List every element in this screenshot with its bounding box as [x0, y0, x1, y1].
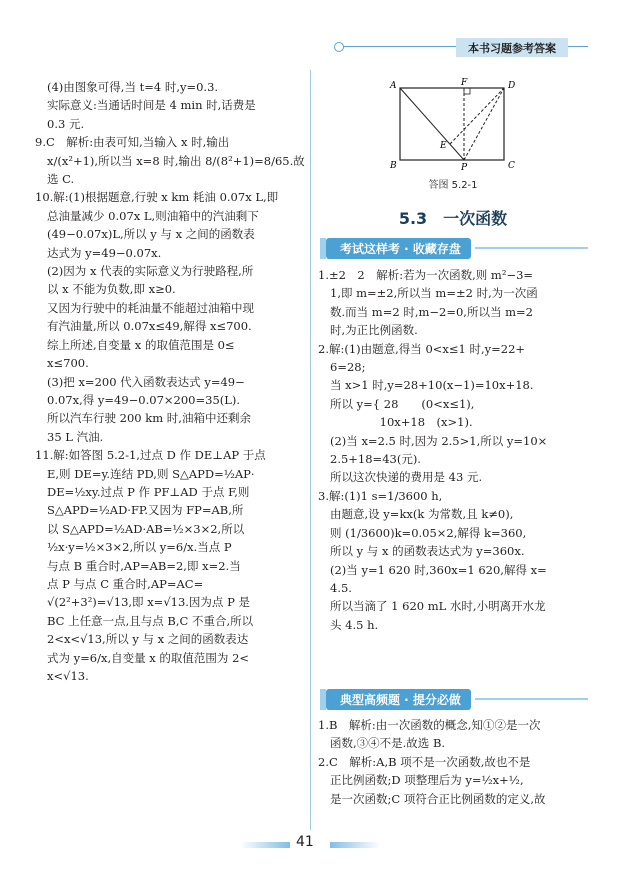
text-line: 式为 y=6/x,自变量 x 的取值范围为 2< [47, 650, 250, 665]
text-line: 与点 B 重合时,AP=AB=2,即 x=2.当 [47, 558, 241, 573]
text-line: 以 x 不能为负数,即 x≥0. [47, 282, 176, 297]
text-line: 10x+18 (x>1). [330, 415, 473, 430]
label-A: A [390, 81, 397, 91]
banner-label: 考试这样考 · 收藏存盘 [326, 238, 471, 259]
text-line: 所以这次快递的费用是 43 元. [330, 470, 483, 485]
text-line: 函数,③④不是.故选 B. [330, 736, 446, 751]
answer-3: 3.解:(1)1 s=1/3600 h, [318, 488, 443, 503]
label-F: F [461, 78, 468, 88]
right-column-top [318, 266, 588, 634]
text-line: 0.07x,得 y=49−0.07×200=35(L). [47, 392, 241, 407]
text-line: 所以当滴了 1 620 mL 水时,小明离开水龙 [330, 599, 546, 614]
column-divider [310, 70, 311, 830]
right-column-bottom [318, 716, 588, 808]
text-line: 有汽油量,所以 0.07x≤49,解得 x≤700. [47, 319, 252, 334]
answer-9: 9.C 解析:由表可知,当输入 x 时,输出 [35, 135, 230, 150]
text-line: √(2²+3²)=√13,即 x=√13.因为点 P 是 [47, 595, 250, 610]
text-line: E,则 DE=y.连结 PD,则 S△APD=½AP· [47, 466, 255, 481]
answer-2b: 2.C 解析:A,B 项不是一次函数,故也不是 [318, 754, 531, 769]
text-line: BC 上任意一点,且与点 B,C 不重合,所以 [47, 613, 254, 628]
text-line: 又因为行驶中的耗油量不能超过油箱中现 [47, 300, 254, 315]
text-line: x<√13. [47, 669, 89, 683]
label-B: B [390, 161, 397, 170]
text-line: 0.3 元. [47, 116, 85, 131]
text-line: 则 (1/3600)k=0.05×2,解得 k=360, [330, 525, 527, 540]
banner-label: 典型高频题 · 提分必做 [326, 689, 471, 710]
text-line: DE=½xy.过点 P 作 PF⊥AD 于点 F,则 [47, 484, 250, 499]
text-line: x/(x²+1),所以当 x=8 时,输出 8/(8²+1)=8/65.故 [47, 153, 305, 168]
text-line: (49−0.07x)L,所以 y 与 x 之间的函数表 [47, 227, 255, 242]
label-P: P [461, 163, 468, 170]
answer-2: 2.解:(1)由题意,得当 0<x≤1 时,y=22+ [318, 341, 526, 356]
text-line: 35 L 汽油. [47, 429, 104, 444]
text-line: 2.5+18=43(元). [330, 452, 421, 467]
text-line: 是一次函数;C 项符合正比例函数的定义,故 [330, 791, 546, 806]
text-line: 当 x>1 时,y=28+10(x−1)=10x+18. [330, 378, 534, 393]
text-line: 选 C. [47, 172, 75, 187]
answer-1b: 1.B 解析:由一次函数的概念,知①②是一次 [318, 718, 541, 732]
label-E: E [440, 141, 447, 151]
text-line: 由题意,设 y=kx(k 为常数,且 k≠0), [330, 507, 514, 522]
text-line: 1,即 m=±2,所以当 m=±2 时,为一次函 [330, 286, 538, 301]
text-line: S△APD=½AD·FP.又因为 FP=AB,所 [47, 503, 244, 518]
geometry-figure [384, 76, 524, 170]
text-line: 正比例函数;D 项整理后为 y=½x+½, [330, 773, 524, 788]
answer-11: 11.解:如答图 5.2-1,过点 D 作 DE⊥AP 于点 [35, 448, 266, 463]
section-title: 5.3 一次函数 [398, 209, 508, 228]
text-line: 6=28; [330, 360, 366, 375]
answer-1: 1.±2 2 解析:若为一次函数,则 m²−3= [318, 268, 534, 282]
page-number: 41 [296, 834, 314, 850]
header-dot [334, 42, 344, 52]
banner-rule [475, 698, 588, 700]
footer-decoration-left [240, 842, 290, 848]
text-line: (3)把 x=200 代入函数表达式 y=49− [47, 374, 245, 389]
answer-10: 10.解:(1)根据题意,行驶 x km 耗油 0.07x L,即 [35, 190, 279, 205]
text-line: 总油量减少 0.07x L,则油箱中的汽油剩下 [47, 208, 259, 223]
text-line: 点 P 与点 C 重合时,AP=AC= [47, 576, 204, 591]
footer-decoration-right [330, 842, 380, 848]
text-line: 所以 y 与 x 的函数表达式为 y=360x. [330, 544, 525, 559]
text-line: ½x·y=½×3×2,所以 y=6/x.当点 P [47, 540, 232, 555]
text-line: 4.5. [330, 580, 352, 595]
label-D: D [508, 81, 516, 91]
text-line: (2)当 x=2.5 时,因为 2.5>1,所以 y=10× [330, 433, 548, 448]
header-title: 本书习题参考答案 [456, 38, 568, 57]
text-line: x≤700. [47, 356, 89, 371]
text-line: 头 4.5 h. [330, 617, 379, 632]
text-line: 以 S△APD=½AD·AB=½×3×2,所以 [47, 521, 245, 536]
text-line: 所以汽车行驶 200 km 时,油箱中还剩余 [47, 411, 251, 426]
banner-rule [475, 247, 588, 249]
text-line: 综上所述,自变量 x 的取值范围是 0≤ [47, 337, 235, 352]
text-line: 2<x<√13,所以 y 与 x 之间的函数表达 [47, 632, 249, 647]
section-banner-2 [326, 689, 588, 709]
text-line: 数.而当 m=2 时,m−2=0,所以当 m=2 [330, 304, 533, 319]
figure-caption: 答图 5.2-1 [428, 180, 478, 191]
text-line: 达式为 y=49−0.07x. [47, 245, 162, 260]
text-line: (2)因为 x 代表的实际意义为行驶路程,所 [47, 264, 254, 279]
section-banner-1 [326, 238, 588, 258]
text-line: (4)由图象可得,当 t=4 时,y=0.3. [47, 80, 219, 94]
left-column [35, 78, 305, 685]
label-C: C [508, 161, 515, 170]
text-line: (2)当 y=1 620 时,360x=1 620,解得 x= [330, 562, 547, 577]
text-line: 所以 y={ 28 (0<x≤1), [330, 396, 475, 411]
text-line: 时,为正比例函数. [330, 323, 418, 338]
text-line: 实际意义:当通话时间是 4 min 时,话费是 [47, 98, 256, 113]
